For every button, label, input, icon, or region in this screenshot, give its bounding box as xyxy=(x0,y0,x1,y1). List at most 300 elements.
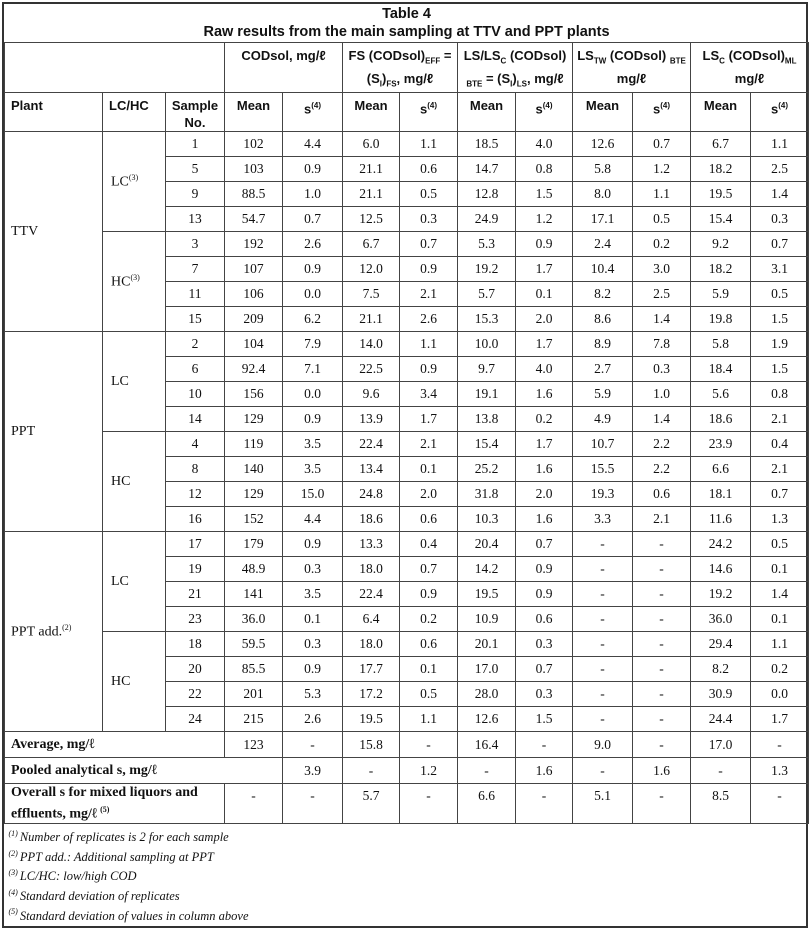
s-value: 1.7 xyxy=(516,432,573,457)
s-value: 0.6 xyxy=(633,482,691,507)
s-value: 2.1 xyxy=(633,507,691,532)
mean-value: 18.4 xyxy=(691,357,751,382)
footnote-mark: (5) xyxy=(8,907,18,917)
lchc-label: HC xyxy=(111,274,131,290)
plant-name: TTV xyxy=(11,223,39,239)
footnote-text: PPT add.: Additional sampling at PPT xyxy=(19,849,214,864)
s-value: 1.1 xyxy=(751,632,809,657)
sample-number: 11 xyxy=(166,282,225,307)
s-value: 0.7 xyxy=(516,657,573,682)
mean-value: 24.9 xyxy=(458,207,516,232)
s-value: 1.5 xyxy=(516,707,573,732)
column-header-s xyxy=(400,93,458,132)
mean-value: 10.7 xyxy=(573,432,633,457)
mean-value: 13.3 xyxy=(343,532,400,557)
footnote-ref: (2) xyxy=(62,622,72,632)
group-header xyxy=(458,43,573,93)
mean-value: 6.4 xyxy=(343,607,400,632)
mean-value: 21.1 xyxy=(343,307,400,332)
s-value: - xyxy=(633,682,691,707)
s-value: 0.1 xyxy=(751,607,809,632)
average-value: - xyxy=(400,732,458,758)
header-subscript: LS xyxy=(516,79,527,89)
lchc-label: LC xyxy=(111,573,129,589)
sample-number: 20 xyxy=(166,657,225,682)
mean-value: 13.9 xyxy=(343,407,400,432)
group-header xyxy=(691,43,809,93)
mean-value: 15.4 xyxy=(691,207,751,232)
footnote-ref: (4) xyxy=(311,101,321,111)
overall-value: - xyxy=(400,784,458,824)
mean-value: 20.1 xyxy=(458,632,516,657)
mean-value: 22.5 xyxy=(343,357,400,382)
mean-value: 13.4 xyxy=(343,457,400,482)
footnote xyxy=(9,865,805,885)
s-value: - xyxy=(633,582,691,607)
mean-value: 12.8 xyxy=(458,182,516,207)
mean-value: 9.2 xyxy=(691,232,751,257)
s-value: 1.7 xyxy=(751,707,809,732)
s-value: 3.0 xyxy=(633,257,691,282)
footnote xyxy=(9,826,805,846)
average-value: - xyxy=(751,732,809,758)
mean-value: 5.7 xyxy=(458,282,516,307)
lchc-label: LC xyxy=(111,373,129,389)
sample-number: 24 xyxy=(166,707,225,732)
s-value: 0.9 xyxy=(516,557,573,582)
mean-value: 9.7 xyxy=(458,357,516,382)
overall-value: 5.1 xyxy=(573,784,633,824)
s-value: 1.9 xyxy=(751,332,809,357)
s-value: 0.1 xyxy=(516,282,573,307)
mean-value: 20.4 xyxy=(458,532,516,557)
header-subscript: I xyxy=(379,79,382,89)
header-subscript: FS xyxy=(386,79,397,89)
mean-value: 54.7 xyxy=(225,207,283,232)
sample-number: 4 xyxy=(166,432,225,457)
s-value: 0.1 xyxy=(283,607,343,632)
mean-value: - xyxy=(573,582,633,607)
mean-value: 24.8 xyxy=(343,482,400,507)
footnote-mark: (2) xyxy=(8,848,18,858)
footnote-text: Standard deviation of values in column above xyxy=(19,908,249,923)
s-value: 0.0 xyxy=(751,682,809,707)
s-value: 0.7 xyxy=(400,557,458,582)
s-value: 2.5 xyxy=(633,282,691,307)
s-value: 0.7 xyxy=(400,232,458,257)
s-value: 2.6 xyxy=(283,232,343,257)
table-row xyxy=(5,632,809,657)
s-value: 0.9 xyxy=(400,357,458,382)
mean-value: 10.9 xyxy=(458,607,516,632)
mean-value: 30.9 xyxy=(691,682,751,707)
footnote-ref: (4) xyxy=(778,101,789,111)
header-text: FS (CODsol) xyxy=(348,48,426,63)
s-value: 0.3 xyxy=(283,557,343,582)
column-header-mean: Mean xyxy=(573,93,633,132)
s-value: 1.2 xyxy=(633,157,691,182)
s-value: 1.7 xyxy=(516,257,573,282)
overall-label-text: Overall s for mixed liquors and effluents, mg/ℓ xyxy=(11,785,198,822)
mean-value: 15.4 xyxy=(458,432,516,457)
s-value: 0.9 xyxy=(400,257,458,282)
mean-value: 15.3 xyxy=(458,307,516,332)
average-value: 15.8 xyxy=(343,732,400,758)
s-value: 1.5 xyxy=(516,182,573,207)
header-text: mg/ℓ xyxy=(734,70,765,86)
mean-value: 119 xyxy=(225,432,283,457)
s-value: 0.5 xyxy=(400,182,458,207)
s-label: s xyxy=(652,101,661,117)
mean-value: 28.0 xyxy=(458,682,516,707)
mean-value: 8.0 xyxy=(573,182,633,207)
s-value: 0.9 xyxy=(283,532,343,557)
mean-value: 6.6 xyxy=(691,457,751,482)
pooled-value: 1.6 xyxy=(633,758,691,784)
group-header xyxy=(573,43,691,93)
mean-value: 8.6 xyxy=(573,307,633,332)
s-value: 3.5 xyxy=(283,457,343,482)
sample-number: 2 xyxy=(166,332,225,357)
s-value: 1.3 xyxy=(751,507,809,532)
table-row xyxy=(5,332,809,357)
s-value: 4.4 xyxy=(283,132,343,157)
mean-value: 179 xyxy=(225,532,283,557)
overall-value: - xyxy=(225,784,283,824)
header-subscript: C xyxy=(719,56,725,66)
s-value: 2.0 xyxy=(516,482,573,507)
plant-cell xyxy=(5,132,103,332)
pooled-value: 1.6 xyxy=(516,758,573,784)
mean-value: 5.8 xyxy=(573,157,633,182)
s-value: 1.1 xyxy=(400,707,458,732)
s-value: 1.4 xyxy=(633,307,691,332)
mean-value: 192 xyxy=(225,232,283,257)
results-table-container xyxy=(2,2,808,928)
mean-value: 10.0 xyxy=(458,332,516,357)
sample-number: 10 xyxy=(166,382,225,407)
mean-value: 29.4 xyxy=(691,632,751,657)
footnote-text: Number of replicates is 2 for each sample xyxy=(19,830,229,844)
s-value: 0.2 xyxy=(516,407,573,432)
plant-name: PPT xyxy=(11,423,36,439)
mean-value: 22.4 xyxy=(343,432,400,457)
sample-number: 22 xyxy=(166,682,225,707)
header-text: = (S xyxy=(366,48,452,86)
header-text: ) xyxy=(512,70,517,86)
mean-value: 209 xyxy=(225,307,283,332)
mean-value: 24.2 xyxy=(691,532,751,557)
header-subscript: BTE xyxy=(466,79,483,89)
s-value: 3.4 xyxy=(400,382,458,407)
mean-value: 14.0 xyxy=(343,332,400,357)
s-value: 0.6 xyxy=(400,507,458,532)
mean-value: 17.7 xyxy=(343,657,400,682)
mean-value: 14.6 xyxy=(691,557,751,582)
s-value: 4.0 xyxy=(516,357,573,382)
mean-value: 24.4 xyxy=(691,707,751,732)
mean-value: 85.5 xyxy=(225,657,283,682)
mean-value: 15.5 xyxy=(573,457,633,482)
s-value: - xyxy=(633,707,691,732)
table-caption: Raw results from the main sampling at TTV and PPT plants xyxy=(203,24,610,40)
sample-number: 12 xyxy=(166,482,225,507)
s-value: 0.4 xyxy=(751,432,809,457)
sample-number: 16 xyxy=(166,507,225,532)
mean-value: 36.0 xyxy=(691,607,751,632)
mean-value: 215 xyxy=(225,707,283,732)
s-value: 5.3 xyxy=(283,682,343,707)
mean-value: 4.9 xyxy=(573,407,633,432)
mean-value: 18.0 xyxy=(343,632,400,657)
column-header-s xyxy=(283,93,343,132)
plant-name: PPT add. xyxy=(11,624,63,640)
s-value: 0.7 xyxy=(516,532,573,557)
overall-value: - xyxy=(633,784,691,824)
header-text: , mg/ℓ xyxy=(526,70,564,86)
pooled-value: 1.3 xyxy=(751,758,809,784)
header-subscript: EFF xyxy=(425,56,441,66)
footnote-text: Standard deviation of replicates xyxy=(19,888,180,903)
mean-value: 6.7 xyxy=(691,132,751,157)
mean-value: 10.4 xyxy=(573,257,633,282)
s-value: 0.2 xyxy=(400,607,458,632)
pooled-value: 3.9 xyxy=(283,758,343,784)
mean-value: 102 xyxy=(225,132,283,157)
mean-value: 19.2 xyxy=(691,582,751,607)
s-value: 2.1 xyxy=(751,407,809,432)
header-text: ) xyxy=(381,70,387,86)
s-value: 0.6 xyxy=(400,157,458,182)
mean-value: 8.9 xyxy=(573,332,633,357)
s-value: 3.1 xyxy=(751,257,809,282)
mean-value: 12.5 xyxy=(343,207,400,232)
lchc-cell xyxy=(103,332,166,432)
mean-value: 2.7 xyxy=(573,357,633,382)
s-value: 0.7 xyxy=(283,207,343,232)
s-value: 0.4 xyxy=(400,532,458,557)
header-subscript: ML xyxy=(784,56,797,66)
s-label: s xyxy=(771,101,779,117)
mean-value: 107 xyxy=(225,257,283,282)
footnote-mark: (1) xyxy=(8,828,18,838)
s-value: 0.3 xyxy=(751,207,809,232)
s-value: 1.6 xyxy=(516,457,573,482)
header-text: , mg/ℓ xyxy=(396,70,434,86)
header-text: CODsol, mg/ℓ xyxy=(241,48,326,63)
group-header-row xyxy=(5,43,809,93)
mean-value: - xyxy=(573,557,633,582)
mean-value: 104 xyxy=(225,332,283,357)
mean-value: 156 xyxy=(225,382,283,407)
s-value: 0.0 xyxy=(283,382,343,407)
s-value: 2.0 xyxy=(400,482,458,507)
s-value: 6.2 xyxy=(283,307,343,332)
overall-value: - xyxy=(751,784,809,824)
lchc-cell xyxy=(103,632,166,732)
pooled-value: - xyxy=(691,758,751,784)
mean-value: 25.2 xyxy=(458,457,516,482)
mean-value: 129 xyxy=(225,407,283,432)
s-value: - xyxy=(633,632,691,657)
s-value: 1.6 xyxy=(516,382,573,407)
mean-value: 19.5 xyxy=(343,707,400,732)
mean-value: 22.4 xyxy=(343,582,400,607)
header-blank xyxy=(5,43,225,93)
mean-value: 10.3 xyxy=(458,507,516,532)
mean-value: 12.6 xyxy=(573,132,633,157)
mean-value: 36.0 xyxy=(225,607,283,632)
mean-value: - xyxy=(573,657,633,682)
footnote xyxy=(9,885,805,905)
s-value: 0.7 xyxy=(751,232,809,257)
sample-number: 23 xyxy=(166,607,225,632)
group-header xyxy=(225,43,343,93)
header-text: (CODsol) xyxy=(724,48,785,63)
s-value: 1.1 xyxy=(400,132,458,157)
mean-value: 19.5 xyxy=(458,582,516,607)
s-value: 1.7 xyxy=(516,332,573,357)
s-value: 0.1 xyxy=(400,457,458,482)
s-value: 0.7 xyxy=(751,482,809,507)
sample-number: 1 xyxy=(166,132,225,157)
s-value: 3.5 xyxy=(283,432,343,457)
s-value: - xyxy=(633,607,691,632)
footnote-mark: (3) xyxy=(8,868,18,878)
average-value: 16.4 xyxy=(458,732,516,758)
mean-value: 2.4 xyxy=(573,232,633,257)
average-value: 9.0 xyxy=(573,732,633,758)
lchc-cell xyxy=(103,132,166,232)
average-value: 123 xyxy=(225,732,283,758)
footnote-ref: (3) xyxy=(130,272,140,282)
mean-value: 48.9 xyxy=(225,557,283,582)
table-row xyxy=(5,132,809,157)
sample-number: 21 xyxy=(166,582,225,607)
mean-value: 141 xyxy=(225,582,283,607)
footnote-ref: (4) xyxy=(427,101,437,111)
header-text: LS/LS xyxy=(463,48,501,63)
s-value: 0.9 xyxy=(400,582,458,607)
mean-value: - xyxy=(573,682,633,707)
mean-value: 11.6 xyxy=(691,507,751,532)
sample-number: 14 xyxy=(166,407,225,432)
mean-value: 21.1 xyxy=(343,157,400,182)
sample-number: 8 xyxy=(166,457,225,482)
s-value: 0.9 xyxy=(516,232,573,257)
lchc-label: HC xyxy=(111,673,131,689)
sample-number: 3 xyxy=(166,232,225,257)
sample-number: 9 xyxy=(166,182,225,207)
s-value: - xyxy=(633,557,691,582)
mean-value: 6.0 xyxy=(343,132,400,157)
mean-value: 19.3 xyxy=(573,482,633,507)
s-value: 4.4 xyxy=(283,507,343,532)
overall-value: 8.5 xyxy=(691,784,751,824)
s-value: 0.3 xyxy=(516,682,573,707)
s-value: 1.1 xyxy=(633,182,691,207)
lchc-cell xyxy=(103,532,166,632)
mean-value: - xyxy=(573,607,633,632)
table-number: Table 4 xyxy=(382,6,431,22)
plant-cell xyxy=(5,332,103,532)
s-value: 0.9 xyxy=(516,582,573,607)
mean-value: 17.2 xyxy=(343,682,400,707)
mean-value: 106 xyxy=(225,282,283,307)
header-subscript: C xyxy=(500,56,507,66)
pooled-value: - xyxy=(458,758,516,784)
mean-value: 129 xyxy=(225,482,283,507)
mean-value: 5.3 xyxy=(458,232,516,257)
s-value: 3.5 xyxy=(283,582,343,607)
mean-value: 14.7 xyxy=(458,157,516,182)
s-value: 4.0 xyxy=(516,132,573,157)
mean-value: 18.0 xyxy=(343,557,400,582)
s-value: 0.6 xyxy=(516,607,573,632)
mean-value: 18.2 xyxy=(691,157,751,182)
mean-value: 18.6 xyxy=(343,507,400,532)
s-value: 1.0 xyxy=(283,182,343,207)
header-text: = (S xyxy=(482,70,511,86)
s-value: 0.1 xyxy=(751,557,809,582)
mean-value: 8.2 xyxy=(573,282,633,307)
mean-value: 12.0 xyxy=(343,257,400,282)
mean-value: 88.5 xyxy=(225,182,283,207)
s-label: s xyxy=(535,101,543,117)
s-value: 0.1 xyxy=(400,657,458,682)
overall-value: 5.7 xyxy=(343,784,400,824)
column-header-lchc: LC/HC xyxy=(103,93,166,132)
s-value: 7.9 xyxy=(283,332,343,357)
mean-value: 8.2 xyxy=(691,657,751,682)
s-value: 1.5 xyxy=(751,307,809,332)
column-header-mean: Mean xyxy=(225,93,283,132)
footnote-ref: (3) xyxy=(128,172,139,182)
column-header-plant: Plant xyxy=(5,93,103,132)
sample-number: 17 xyxy=(166,532,225,557)
mean-value: 7.5 xyxy=(343,282,400,307)
mean-value: 13.8 xyxy=(458,407,516,432)
mean-value: 19.1 xyxy=(458,382,516,407)
mean-value: - xyxy=(573,532,633,557)
s-label: s xyxy=(303,101,312,117)
mean-value: 21.1 xyxy=(343,182,400,207)
sample-number: 5 xyxy=(166,157,225,182)
s-value: 0.5 xyxy=(400,682,458,707)
s-value: 2.0 xyxy=(516,307,573,332)
s-value: 1.2 xyxy=(516,207,573,232)
header-subscript: TW xyxy=(593,56,607,66)
s-value: 0.5 xyxy=(751,282,809,307)
overall-row xyxy=(5,784,809,824)
footnote xyxy=(9,904,805,924)
footnote xyxy=(9,846,805,866)
s-label: s xyxy=(419,101,428,117)
mean-value: 18.2 xyxy=(691,257,751,282)
pooled-row xyxy=(5,758,809,784)
s-value: 1.7 xyxy=(400,407,458,432)
mean-value: 23.9 xyxy=(691,432,751,457)
column-header-row xyxy=(5,93,809,132)
s-value: 0.3 xyxy=(283,632,343,657)
s-value: 0.8 xyxy=(751,382,809,407)
overall-value: - xyxy=(516,784,573,824)
header-subscript: I xyxy=(510,79,513,89)
column-header-s xyxy=(516,93,573,132)
footnote-text: LC/HC: low/high COD xyxy=(19,869,137,884)
mean-value: 6.7 xyxy=(343,232,400,257)
mean-value: 92.4 xyxy=(225,357,283,382)
